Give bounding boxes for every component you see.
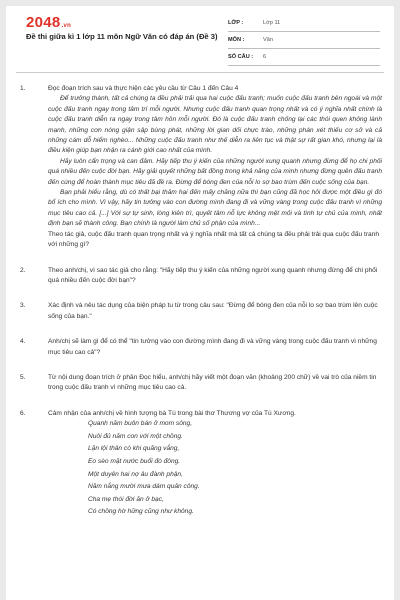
- question-text: Theo tác giả, cuộc đấu tranh quan trọng nhất và ý nghĩa nhất mà tất cả chúng ta đều phải trải qua cuộc đấu tranh với những gì?: [48, 230, 380, 249]
- document-page: [6, 6, 394, 600]
- question-number: 1.: [20, 85, 26, 92]
- question-number: 4.: [20, 338, 26, 346]
- question-text: Theo anh/chị, vì sao tác giả cho rằng: "Hãy tiếp thu ý kiến của những người xung quanh nhưng đừng để chi phối quá nhiều đến cuộc đời bạn"?: [48, 266, 378, 284]
- question-4: [6, 337, 394, 358]
- poem-line: Năm nắng mười mưa dám quản công.: [88, 483, 200, 491]
- poem-line: Một duyên hai nợ âu đành phận,: [88, 470, 183, 478]
- poem-line: Nuôi đủ năm con với một chồng.: [88, 432, 183, 440]
- exam-content: [6, 84, 394, 520]
- question-text: Xác định và nêu tác dụng của biện pháp tu từ trong câu sau: "Đừng để bóng đen của nỗi lo sợ bao trùm lên cuộc sống của bạn.": [48, 302, 378, 320]
- question-3: [6, 301, 394, 322]
- poem-line: Lặn lội thân cò khi quãng vắng,: [88, 445, 180, 453]
- meta-row-class: LỚP : Lớp 11: [228, 15, 380, 32]
- question-1: [6, 84, 394, 251]
- poem-line: Có chồng hờ hững cũng như không.: [88, 508, 194, 516]
- document-meta: [228, 15, 380, 66]
- passage-paragraph: Để trưởng thành, tất cả chúng ta đều phải trải qua hai cuộc đấu tranh; muốn cuộc đấu tranh bên ngoài và một cuộc đấu tranh ngay trong tâm trí mỗi người. Nhưng cuộc đấu tranh quan trọng nhất và có ý nghĩa nhất chính là cuộc đấu tranh diễn ra ngay trong tâm hồn mỗi người. Đó là cuộc đấu tranh chống lại các thói quen không lành mạnh, những cơn nóng giận sập bùng phát, những lời gian dối chực trào, những phán xét thiếu cơ sở và cả những cám dỗ hiểm nghèo... Những cuộc đấu tranh như thế diễn ra liên tục và thật sự rất gian khó, nhưng lại là điều kiện giúp bạn nhận ra cánh giới cao nhất của mình.: [48, 95, 382, 155]
- meta-row-count: SỐ CÂU : 6: [228, 49, 380, 66]
- question-number: 2.: [20, 266, 26, 274]
- question-text: Anh/chị sẽ làm gì để có thể "tin tưởng vào con đường mình đang đi và vững vàng trong cuộc đấu tranh vì những mục tiêu cao cả"?: [48, 338, 377, 356]
- document-title: Đề thi giữa kì 1 lớp 11 môn Ngữ Văn có đáp án (Đề 3): [26, 32, 218, 41]
- page-header: [6, 6, 394, 70]
- question-number: 5.: [20, 373, 26, 381]
- site-logo[interactable]: 2048.vn: [26, 14, 72, 31]
- poem-line: Eo sèo mặt nước buổi đò đông.: [88, 457, 181, 465]
- question-number: 3.: [20, 302, 26, 310]
- question-2: [6, 266, 394, 287]
- question-text: Từ nội dung đoạn trích ở phần Đọc hiểu, anh/chị hãy viết một đoạn văn (khoảng 200 chữ) về vai trò của niềm tin trong cuộc đấu tranh vì những mục tiêu cao cả.: [48, 373, 377, 392]
- reading-passage: [48, 94, 382, 229]
- question-number: 6.: [20, 409, 26, 417]
- header-divider: [16, 72, 384, 73]
- poem-line: Quanh năm buôn bán ở mom sông,: [88, 420, 193, 428]
- question-intro: Đọc đoạn trích sau và thực hiện các yêu cầu từ Câu 1 đến Câu 4: [48, 85, 239, 92]
- poem-line: Cha mẹ thói đời ăn ở bạc,: [88, 495, 164, 503]
- passage-paragraph: Hãy luôn cẩn trọng và can đảm. Hãy tiếp thu ý kiến của những người xung quanh nhưng đừng để họ chi phối quá nhiều đến cuộc đời bạn. Hãy giải quyết những bất đồng trong khả năng của mình nhưng đừng quên đấu tranh đến cùng để hoàn thành mục tiêu đã đề ra. Đừng để bóng đen của nỗi lo sợ bao trùm đến cuộc sống của bạn.: [48, 157, 382, 186]
- question-5: [6, 373, 394, 394]
- question-text: Cảm nhận của anh/chị về hình tượng bà Tú trong bài thơ Thương vợ của Tú Xương.: [48, 409, 296, 417]
- poem: [6, 419, 394, 520]
- question-6: [6, 409, 394, 419]
- passage-paragraph: Bạn phải hiểu rằng, dù có thất bại thảm hại đến mấy chăng nữa thì bạn cũng đã học hỏi được một điều gì đó bổ ích cho mình. Vì vậy, hãy tin tưởng vào con đường mình đang đi và vững vàng trong cuộc đấu tranh vì những mục tiêu cao cả. [...] Với sự tự sinh, lòng kiên trì, quyết tâm nỗ lực không mệt mỏi và tình tự chủ của mình, nhất định bạn sẽ thành công. Bạn chính là người làm chủ số phận của mình...: [48, 189, 382, 228]
- meta-row-subject: MÔN : Văn: [228, 32, 380, 49]
